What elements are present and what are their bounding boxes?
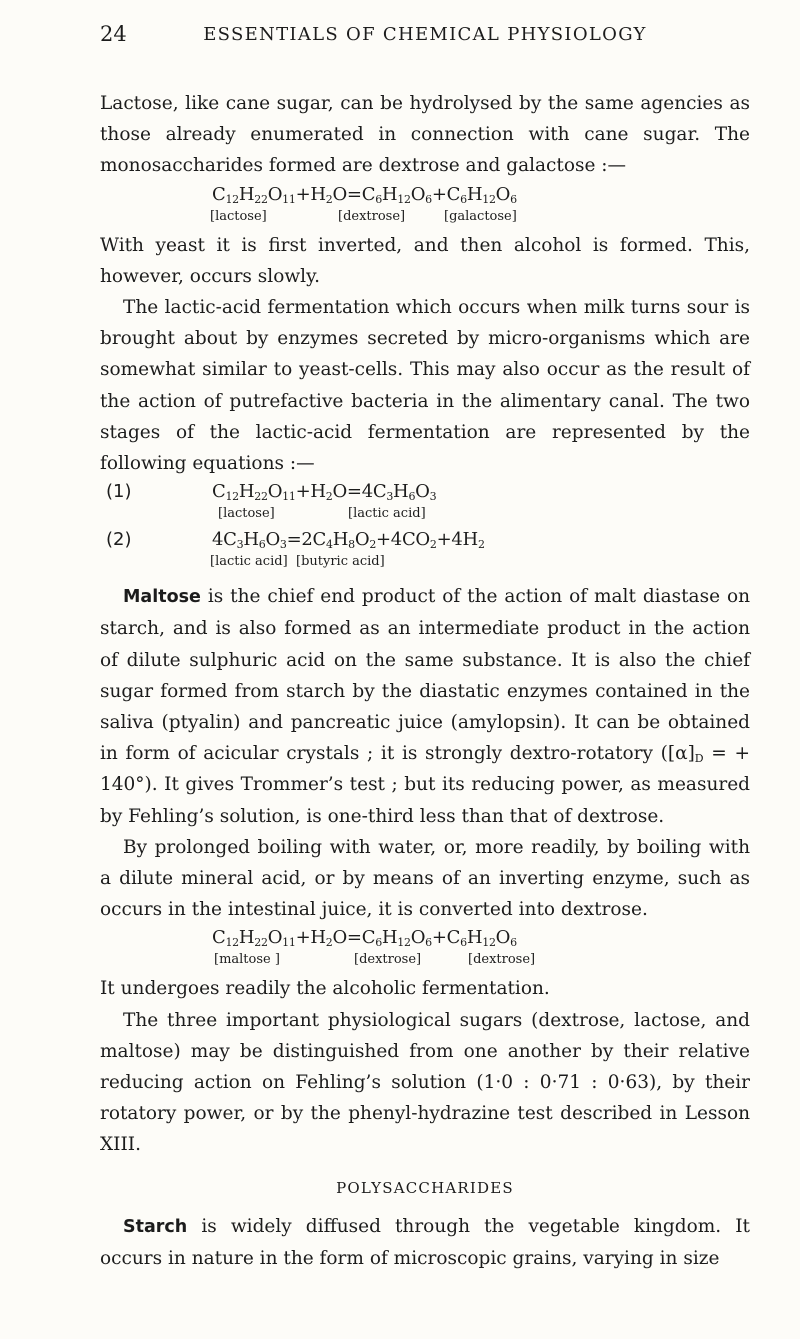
equation-formula: $C_{12}H_{22}O_{11}+H_2O=C_6H_{12}O_6+C_6H_{12}O_6$ [212,183,517,206]
equation-label: [dextrose] [468,952,536,968]
paragraph-three-sugars: The three important physiological sugars (dextrose, lactose, and maltose) may be distinguished from one another by their relative reducing action on Fehling’s solution (1·0 : 0·71 : 0·63), by their rotatory power, or by the phenyl-hydrazine test described in Lesson XIII. [100,1009,750,1156]
section-heading: POLYSACCHARIDES [336,1178,514,1197]
paragraph-starch [100,1211,750,1274]
equation-lactose-hydrolysis [100,182,750,230]
maltose-text-cont: = + 140°). It gives Trommer’s test ; but its reducing power, as measured by Fehling’s solution, is one-third less than that of dextrose. [100,743,750,827]
equation-number: (2) [106,529,132,551]
body-text [100,88,750,1274]
equation-number: (1) [106,481,132,503]
paragraph-lactic-acid: The lactic-acid fermentation which occurs when milk turns sour is brought about by enzymes secreted by micro-organisms which are somewhat similar to yeast-cells. This may also occur as the result of the action of putrefactive bacteria in the alimentary canal. The two stages of the lactic-acid fermentation are represented by the following equations :— [100,297,750,475]
paragraph-alcoholic: It undergoes readily the alcoholic fermentation. [100,978,550,1000]
term-maltose: Maltose [123,587,201,608]
starch-text: is widely diffused through the vegetable kingdom. It occurs in nature in the form of microscopic grains, varying in size [100,1215,750,1269]
equation-lactic-1 [100,479,750,527]
equation-label: [lactic acid] [348,506,426,522]
equation-label: [butyric acid] [296,554,385,570]
equation-label: [dextrose] [338,208,406,224]
paragraph-maltose [100,581,750,832]
equation-label: [maltose ] [214,952,280,968]
page-number: 24 [100,22,127,46]
equation-formula: $C_{12}H_{22}O_{11}+H_2O=4C_3H_6O_3$ [212,481,437,504]
term-starch: Starch [123,1216,188,1237]
equation-formula: $C_{12}H_{22}O_{11}+H_2O=C_6H_{12}O_6+C_6H_{12}O_6$ [212,927,517,950]
paragraph-boiling: By prolonged boiling with water, or, more readily, by boiling with a dilute mineral acid, or by means of an inverting enzyme, such as occurs in the intestinal juice, it is converted into dextrose. [100,836,750,921]
running-title: ESSENTIALS OF CHEMICAL PHYSIOLOGY [203,24,647,45]
equation-label: [galactose] [444,208,517,224]
equation-label: [lactose] [210,208,267,224]
paragraph-lactose-hydrolysis: Lactose, like cane sugar, can be hydrolysed by the same agencies as those already enumerated in connection with cane sugar. The monosaccharides formed are dextrose and galactose :— [100,93,750,177]
equation-maltose-hydrolysis [100,925,750,973]
equation-label: [lactose] [218,506,275,522]
equation-label: [dextrose] [354,952,422,968]
equation-formula: $4C_3H_6O_3=2C_4H_8O_2+4CO_2+4H_2$ [212,529,485,552]
paragraph-yeast: With yeast it is first inverted, and then alcohol is formed. This, however, occurs slowly. [100,234,750,287]
equation-label: [lactic acid] [210,554,288,570]
subscript-d: D [694,752,704,766]
maltose-text: is the chief end product of the action of malt diastase on starch, and is also formed as an intermediate product in the action of dilute sulphuric acid on the same substance. It is also the chief sugar formed from starch by the diastatic enzymes contained in the saliva (ptyalin) and pancreatic juice (amylopsin). It can be obtained in form of acicular crystals ; it is strongly dextro-rotatory ([α] [100,586,750,765]
page-header [100,22,750,52]
equation-lactic-2 [100,527,750,581]
